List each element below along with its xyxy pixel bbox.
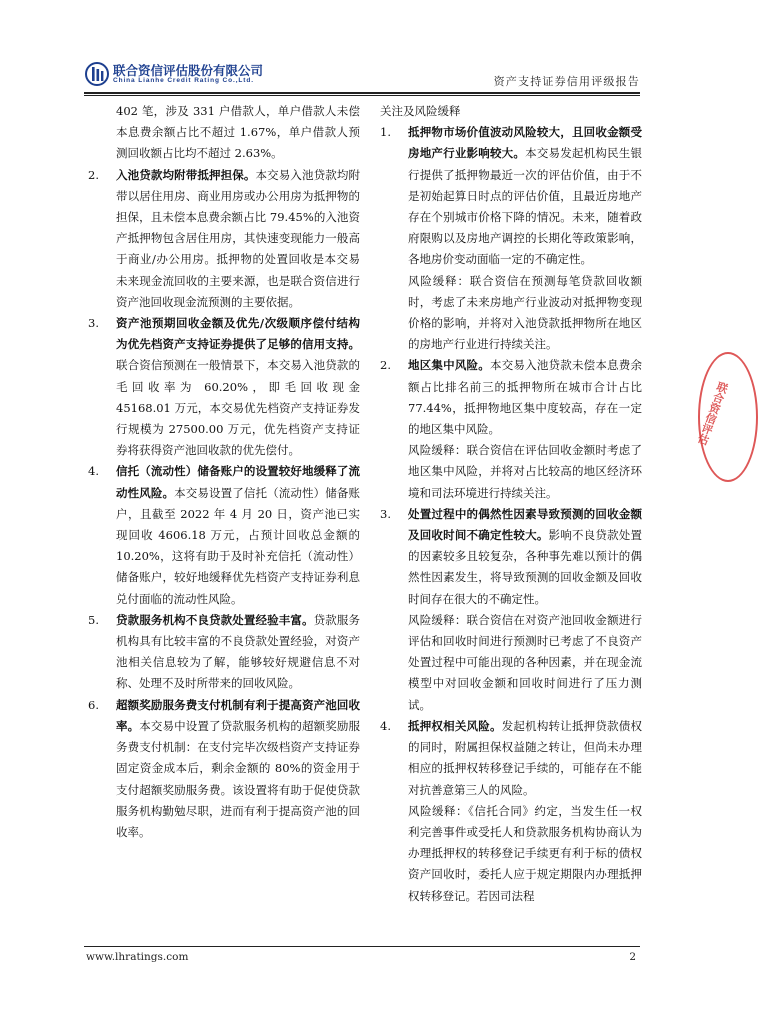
item-number: 2. bbox=[380, 358, 391, 373]
item-text: 本交易发起机构民生银行提供了抵押物最近一次的评估价值，由于不是初始起算日时点的评估价值，且最近房地产存在个别城市价格下降的情况。未来，随着政府限购以及房地产调控的长期化等政策影响，各地房价变动面临一定的不确定性。 bbox=[408, 146, 643, 267]
item-heading: 入池贷款均附带抵押担保。 bbox=[116, 167, 256, 182]
item-heading: 超额奖励服务费支付机制有利于提高资产池回收率。 bbox=[116, 697, 360, 733]
item-number: 4. bbox=[88, 464, 99, 479]
item-text: 发起机构转让抵押贷款债权的同时，附属担保权益随之转让，但尚未办理相应的抵押权转移登记手续的，可能存在不能对抗善意第三人的风险。 bbox=[408, 718, 643, 797]
item-heading: 地区集中风险。 bbox=[408, 358, 490, 373]
right-column bbox=[380, 101, 642, 907]
item-heading: 抵押权相关风险。 bbox=[408, 718, 502, 733]
list-item bbox=[380, 122, 642, 355]
company-name-en: China Lianhe Credit Rating Co.,Ltd. bbox=[113, 77, 254, 84]
company-name-cn: 联合资信评估股份有限公司 bbox=[113, 63, 264, 78]
item-number: 2. bbox=[88, 167, 99, 182]
item-number: 3. bbox=[380, 506, 391, 521]
item-number: 6. bbox=[88, 697, 99, 712]
risk-mitigation: 风险缓释：联合资信在预测每笔贷款回收额时，考虑了未来房地产行业波动对抵押物变现价格的影响，并将对入池贷款抵押物所在地区的房地产行业进行持续关注。 bbox=[408, 273, 642, 352]
footer-website-link[interactable]: www.lhratings.com bbox=[86, 951, 189, 963]
header-divider bbox=[84, 92, 640, 94]
item-number: 5. bbox=[88, 612, 99, 627]
item-heading: 信托（流动性）储备账户的设置较好地缓释了流动性风险。 bbox=[116, 464, 360, 500]
item-text: 影响不良贷款处置的因素较多且较复杂，各种事先难以预计的偶然性因素发生，将导致预测的回收金额及回收时间存在很大的不确定性。 bbox=[408, 528, 643, 606]
section-title: 关注及风险缓释 bbox=[380, 104, 461, 118]
list-item bbox=[380, 716, 642, 907]
item-text: 本交易入池贷款未偿本息费余额占比排名前三的抵押物所在城市合计占比 77.44%，抵押物地区集中度较高，存在一定的地区集中风险。 bbox=[408, 358, 643, 437]
item-number: 3. bbox=[88, 316, 99, 331]
item-text: 联合资信预测在一般情景下，本交易入池贷款的毛回收率为 60.20%，即毛回收现金 45168.01 万元，本交易优先档资产支持证券发行规模为 27500.00 万元，优先档资产支持证券将获得资产池回收款的优先偿付。 bbox=[116, 358, 360, 458]
intro-paragraph: 402 笔，涉及 331 户借款人，单户借款人未偿本息费余额占比不超过 1.67%，单户借款人预测回收额占比均不超过 2.63%。 bbox=[116, 104, 360, 161]
item-heading: 资产池预期回收金额及优先/次级顺序偿付结构为优先档资产支持证券提供了足够的信用支持。 bbox=[116, 316, 360, 352]
list-item bbox=[380, 355, 642, 503]
item-number: 4. bbox=[380, 718, 391, 733]
item-heading: 处置过程中的偶然性因素导致预测的回收金额及回收时间不确定性较大。 bbox=[408, 506, 642, 543]
company-logo-icon bbox=[85, 62, 109, 86]
risk-mitigation: 风险缓释：联合资信在评估回收金额时考虑了地区集中风险，并将对占比较高的地区经济环境和司法环境进行持续关注。 bbox=[408, 443, 642, 500]
footer-divider bbox=[84, 946, 640, 947]
seal-stamp-text: 联合资信评估 bbox=[695, 379, 730, 447]
item-number: 1. bbox=[380, 125, 391, 140]
item-heading: 抵押物市场价值波动风险较大，且回收金额受房地产行业影响较大。 bbox=[408, 125, 642, 161]
list-item bbox=[88, 313, 360, 461]
risk-mitigation: 风险缓释：联合资信在对资产池回收金额进行评估和回收时间进行预测时已考虑了不良资产处置过程中可能出现的各种因素，并在现金流模型中对回收金额和回收时间进行了压力测试。 bbox=[408, 612, 642, 712]
list-item bbox=[88, 165, 360, 313]
item-text: 本交易中设置了贷款服务机构的超额奖励服务费支付机制：在支付完毕次级档资产支持证券固定资金成本后，剩余金额的 80%的资金用于支付超额奖励服务费。该设置将有助于促使贷款服务机构勤勉尽职，进而有利于提高资产池的回收率。 bbox=[116, 718, 360, 839]
list-item bbox=[88, 610, 360, 695]
list-item bbox=[88, 695, 360, 843]
item-text: 本交易设置了信托（流动性）储备账户，且截至 2022 年 4 月 20 日，资产池已实现回收 4606.18 万元，占预计回收总金额的 10.20%，这将有助于及时补充信托（流动性）储备账户，较好地缓释优先档资产支持证券利息兑付面临的流动性风险。 bbox=[116, 485, 360, 606]
list-item bbox=[380, 504, 642, 716]
left-column bbox=[88, 101, 360, 843]
report-type-title: 资产支持证券信用评级报告 bbox=[493, 75, 640, 88]
risk-mitigation: 风险缓释：《信托合同》约定，当发生任一权利完善事件或受托人和贷款服务机构协商认为办理抵押权的转移登记手续更有利于标的债权资产回收时，委托人应于规定期限内办理抵押权转移登记。若因司法程 bbox=[408, 803, 642, 903]
item-text: 本交易入池贷款均附带以居住用房、商业用房或办公用房为抵押物的担保，且未偿本息费余额占比 79.45%的入池资产抵押物包含居住用房，其快速变现能力一般高于商业/办公用房。抵押物的处置回收是本交易未来现金流回收的主要来源，也是联合资信进行资产池回收现金流预测的主要依据。 bbox=[116, 167, 360, 309]
item-text: 贷款服务机构具有比较丰富的不良贷款处置经验，对资产池相关信息较为了解，能够较好规避信息不对称、处理不及时所带来的回收风险。 bbox=[116, 612, 360, 691]
item-heading: 贷款服务机构不良贷款处置经验丰富。 bbox=[116, 612, 314, 627]
list-item bbox=[88, 461, 360, 609]
page-number: 2 bbox=[629, 951, 636, 963]
header-divider-thin bbox=[84, 95, 640, 96]
